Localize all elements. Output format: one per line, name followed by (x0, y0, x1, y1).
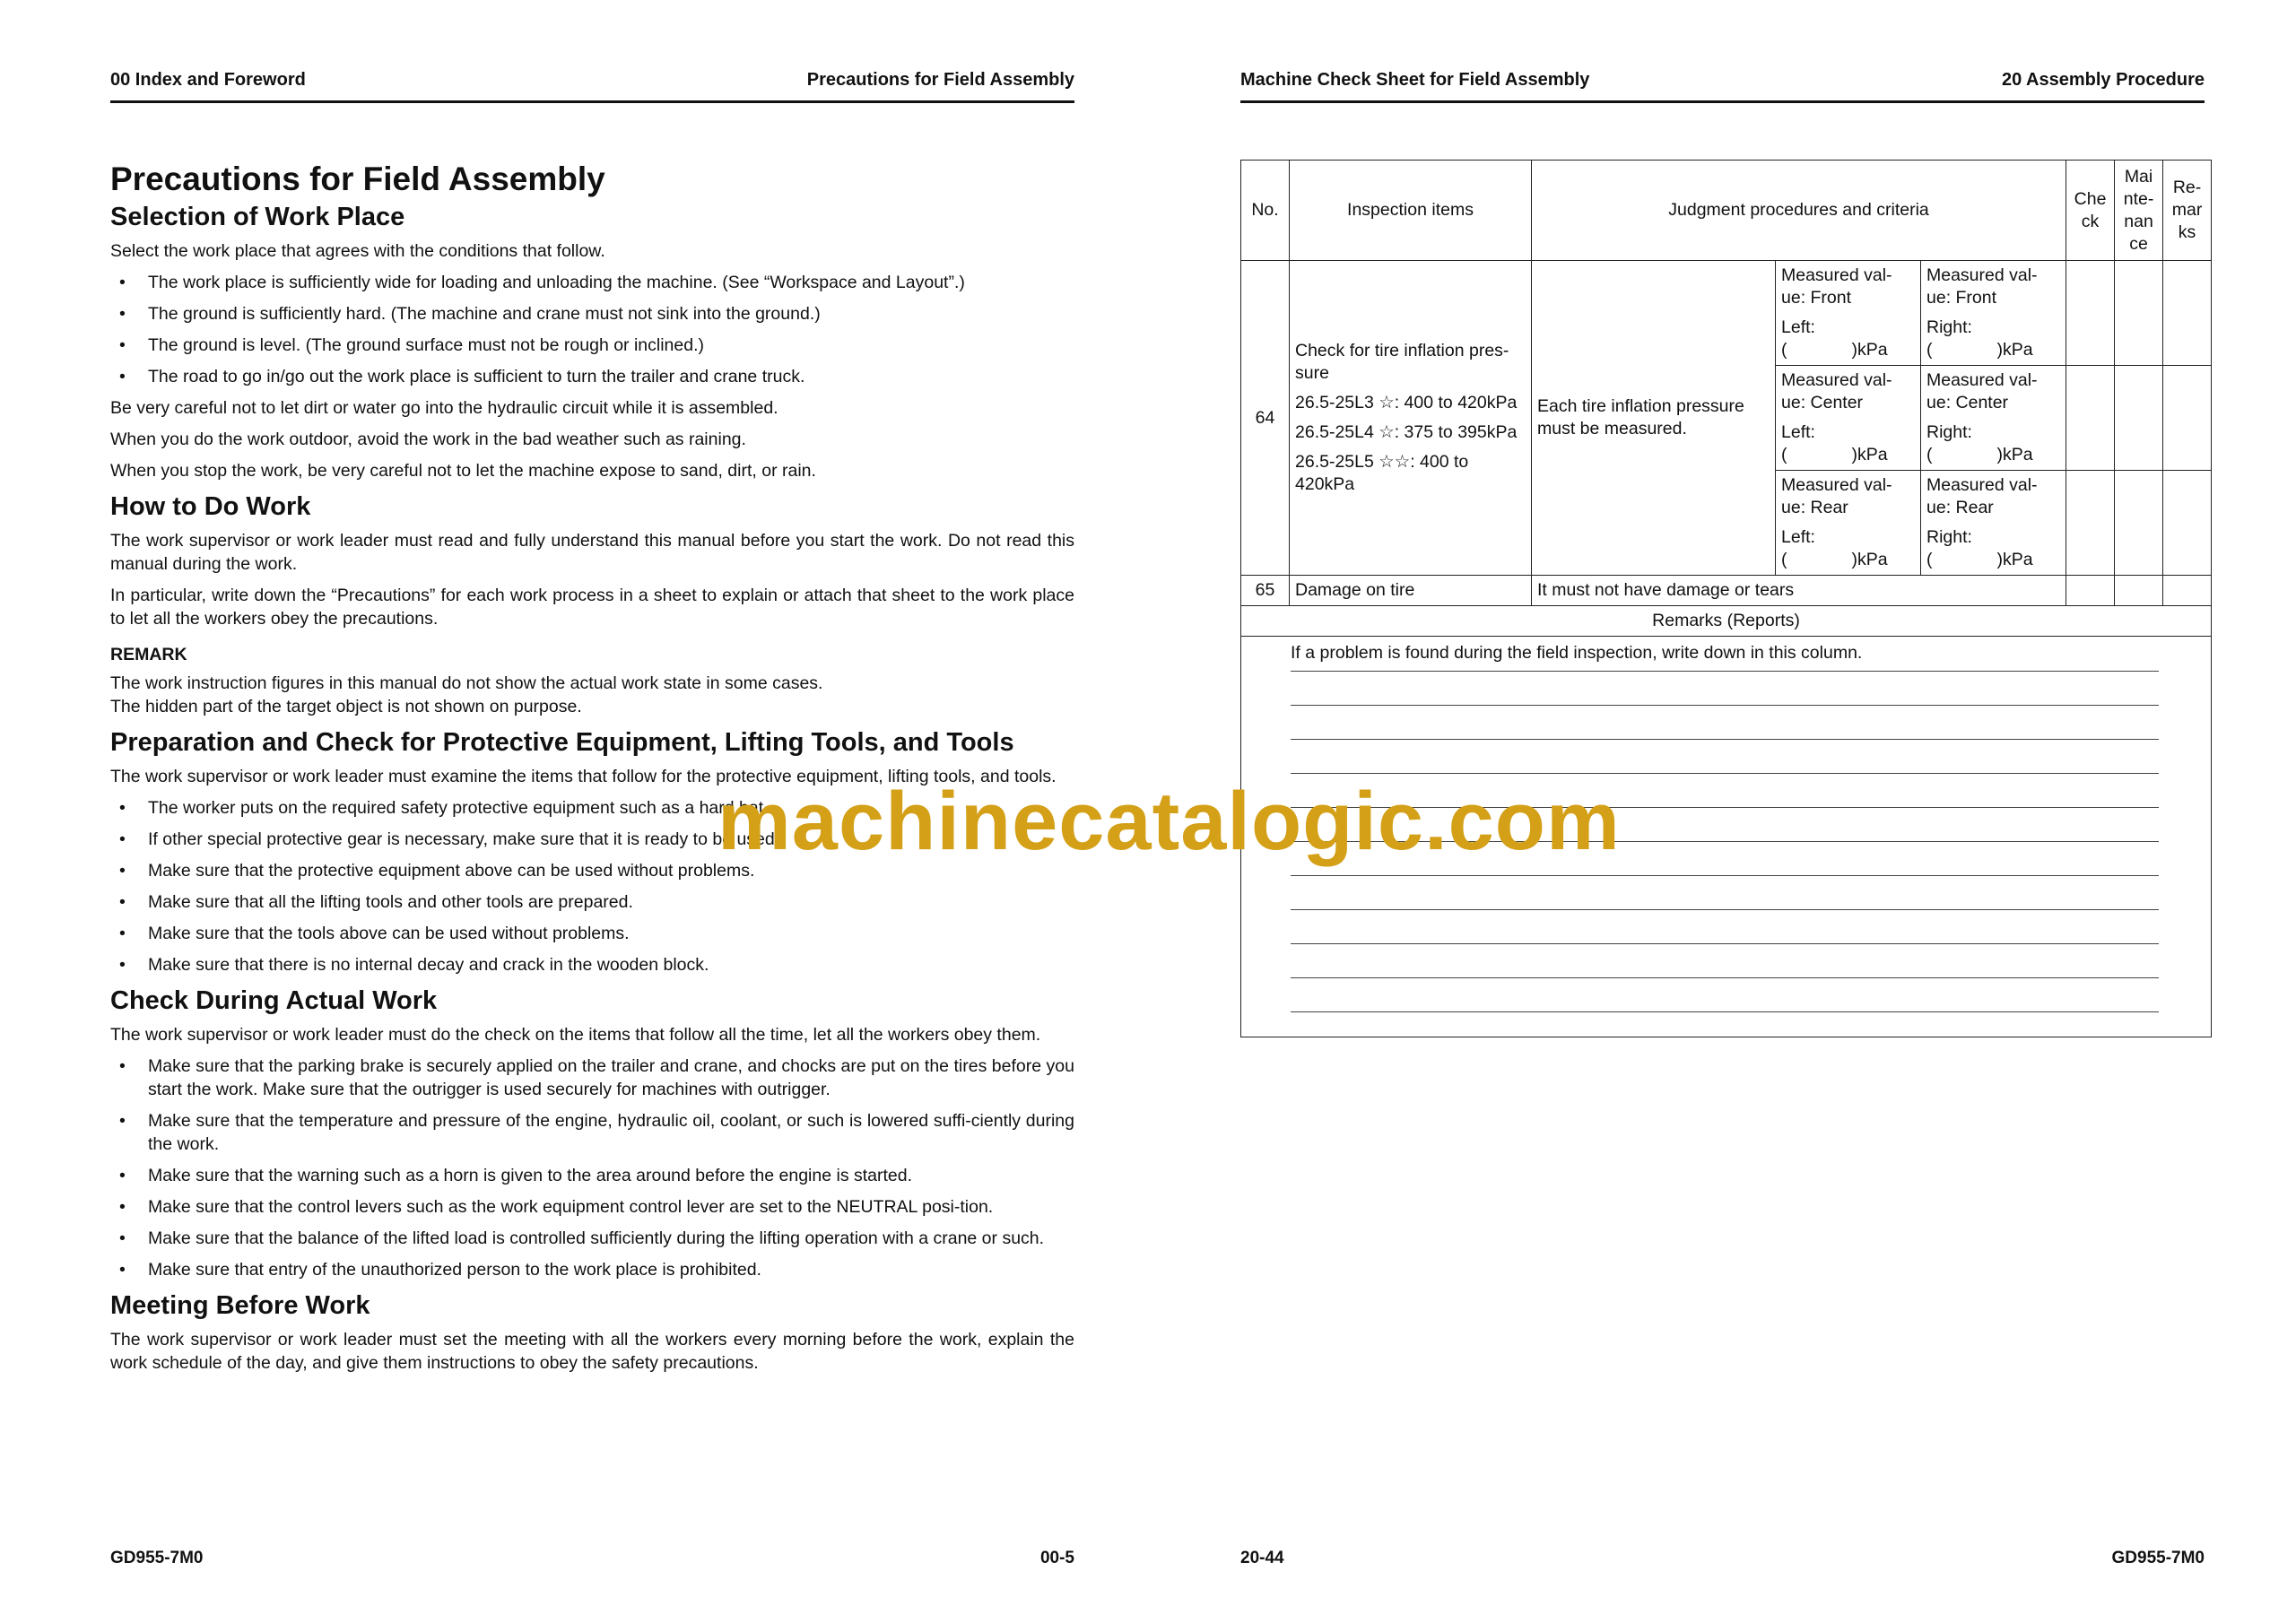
check-cell[interactable] (2066, 366, 2115, 471)
col-header-inspection-items: Inspection items (1290, 161, 1532, 261)
page-body (110, 154, 1074, 1383)
unit: )kPa (1996, 550, 2033, 569)
page-title: Precautions for Field Assembly (110, 161, 605, 197)
write-line (1291, 1011, 2159, 1012)
table-row (1241, 261, 2212, 366)
maintenance-cell[interactable] (2115, 366, 2163, 471)
paragraph: When you stop the work, be very careful not to let the machine expose to sand, dirt, or rain. (110, 461, 816, 481)
paragraph: Be very careful not to let dirt or water go into the hydraulic circuit while it is assembled. (110, 398, 778, 418)
maintenance-cell[interactable] (2115, 261, 2163, 366)
unit: )kPa (1996, 445, 2033, 464)
unit: )kPa (1851, 445, 1888, 464)
measure-cell-front-left[interactable] (1776, 261, 1921, 366)
row-number: 65 (1241, 576, 1290, 606)
inspection-item: Check for tire inflation pres-sure (1295, 341, 1509, 383)
measure-title: Measured val-ue: Center (1926, 370, 2038, 412)
maintenance-cell[interactable] (2115, 576, 2163, 606)
measure-cell-rear-left[interactable] (1776, 471, 1921, 576)
footer-page-number: 00-5 (1039, 1549, 1074, 1567)
measure-value-field (1926, 339, 2060, 361)
list-item: • The ground is sufficiently hard. (The machine and crane must not sink into the ground.) (110, 302, 1074, 325)
remark-text: The work instruction figures in this manual do not show the actual work state in some cases. (110, 673, 823, 693)
write-line (1291, 875, 2159, 876)
measure-value-field (1781, 549, 1915, 571)
list-item: • Make sure that the tools above can be used without problems. (110, 922, 1074, 945)
write-line (1291, 739, 2159, 740)
heading-preparation-and-check: Preparation and Check for Protective Equipment, Lifting Tools, and Tools (110, 728, 1014, 757)
measure-cell-center-right[interactable] (1921, 366, 2066, 471)
measure-side: Right: (1926, 317, 1972, 337)
bullet-list (110, 1055, 1074, 1281)
remarks-cell[interactable] (2163, 366, 2212, 471)
open-paren: ( (1781, 550, 1787, 569)
footer-model: GD955-7M0 (110, 1549, 204, 1567)
write-line (1291, 909, 2159, 910)
list-item: • If other special protective gear is necessary, make sure that it is ready to be used. (110, 828, 1074, 851)
page-footer (110, 1549, 1074, 1568)
check-cell[interactable] (2066, 576, 2115, 606)
col-header-judgment: Judgment procedures and criteria (1532, 161, 2066, 261)
page-header (1240, 70, 2205, 103)
list-item: • Make sure that there is no internal decay and crack in the wooden block. (110, 953, 1074, 976)
paragraph: The work supervisor or work leader must read and fully understand this manual before you start the work. Do not read this manual during the work. (110, 531, 1074, 574)
measure-side: Left: (1781, 317, 1815, 337)
measure-value-field (1926, 444, 2060, 466)
inspection-item: Damage on tire (1290, 576, 1532, 606)
check-sheet-table (1240, 160, 2212, 1037)
measure-cell-front-right[interactable] (1921, 261, 2066, 366)
watermark: machinecatalogic.com (718, 776, 1621, 867)
measure-value-field (1781, 444, 1915, 466)
header-section: 20 Assembly Procedure (2001, 70, 2205, 90)
write-line (1291, 705, 2159, 706)
measure-title: Measured val-ue: Rear (1781, 475, 1892, 517)
measure-side: Left: (1781, 527, 1815, 547)
measure-side: Left: (1781, 422, 1815, 442)
heading-check-during-actual-work: Check During Actual Work (110, 986, 438, 1015)
open-paren: ( (1926, 340, 1933, 360)
unit: )kPa (1851, 550, 1888, 569)
open-paren: ( (1781, 340, 1787, 360)
unit: )kPa (1851, 340, 1888, 360)
header-section: 00 Index and Foreword (110, 70, 306, 90)
page-footer (1240, 1549, 2205, 1568)
remarks-cell[interactable] (2163, 261, 2212, 366)
list-item: • Make sure that all the lifting tools and other tools are prepared. (110, 890, 1074, 914)
col-header-no: No. (1241, 161, 1290, 261)
remarks-cell[interactable] (2163, 576, 2212, 606)
remarks-header: Remarks (Reports) (1241, 606, 2212, 637)
table-header-row (1241, 161, 2212, 261)
check-cell[interactable] (2066, 471, 2115, 576)
header-topic: Precautions for Field Assembly (806, 70, 1074, 90)
measure-title: Measured val-ue: Front (1781, 265, 1892, 308)
table-row (1241, 576, 2212, 606)
list-item: • Make sure that the warning such as a horn is given to the area around before the engine is started. (110, 1164, 1074, 1187)
check-cell[interactable] (2066, 261, 2115, 366)
bullet-list (110, 271, 1074, 388)
measure-title: Measured val-ue: Center (1781, 370, 1892, 412)
footer-model: GD955-7M0 (2111, 1549, 2205, 1567)
write-line (1291, 773, 2159, 774)
measure-value-field (1781, 339, 1915, 361)
heading-selection-of-work-place: Selection of Work Place (110, 203, 405, 231)
heading-meeting-before-work: Meeting Before Work (110, 1291, 370, 1320)
remarks-cell[interactable] (2163, 471, 2212, 576)
inspection-spec: 26.5-25L4 ☆: 375 to 395kPa (1295, 422, 1518, 442)
list-item: • Make sure that the temperature and pressure of the engine, hydraulic oil, coolant, or such is lowered suffi-ciently during the work. (110, 1109, 1074, 1156)
write-line (1291, 977, 2159, 978)
measure-value-field (1926, 549, 2060, 571)
measure-title: Measured val-ue: Front (1926, 265, 2038, 308)
list-item: • The work place is sufficiently wide for loading and unloading the machine. (See “Workspace and Layout”.) (110, 271, 1074, 294)
remarks-instruction: If a problem is found during the field inspection, write down in this column. (1291, 643, 1863, 663)
list-item: • The worker puts on the required safety protective equipment such as a hard hat. (110, 796, 1074, 820)
measure-title: Measured val-ue: Rear (1926, 475, 2038, 517)
judgment-cell: Each tire inflation pressure must be measured. (1532, 261, 1776, 576)
open-paren: ( (1781, 445, 1787, 464)
col-header-remarks: Re- mar ks (2163, 161, 2212, 261)
col-header-maintenance: Mai nte- nan ce (2115, 161, 2163, 261)
paragraph: The work supervisor or work leader must examine the items that follow for the protective equipment, lifting tools, and tools. (110, 767, 1057, 786)
row-number: 64 (1241, 261, 1290, 576)
inspection-spec: 26.5-25L3 ☆: 400 to 420kPa (1295, 393, 1518, 412)
measure-cell-center-left[interactable] (1776, 366, 1921, 471)
page-header (110, 70, 1074, 103)
paragraph: The work supervisor or work leader must do the check on the items that follow all the time, let all the workers obey them. (110, 1025, 1041, 1045)
open-paren: ( (1926, 550, 1933, 569)
list-item: • Make sure that the control levers such as the work equipment control lever are set to the NEUTRAL posi-tion. (110, 1195, 1074, 1219)
heading-how-to-do-work: How to Do Work (110, 492, 311, 521)
inspection-item-cell (1290, 261, 1532, 576)
write-line (1291, 671, 2159, 672)
list-item: • Make sure that the protective equipment above can be used without problems. (110, 859, 1074, 882)
measure-side: Right: (1926, 527, 1972, 547)
open-paren: ( (1926, 445, 1933, 464)
header-topic: Machine Check Sheet for Field Assembly (1240, 70, 1590, 90)
maintenance-cell[interactable] (2115, 471, 2163, 576)
write-line (1291, 943, 2159, 944)
footer-page-number: 20-44 (1240, 1549, 1284, 1567)
col-header-check: Che ck (2066, 161, 2115, 261)
inspection-spec: 26.5-25L5 ☆☆: 400 to 420kPa (1295, 452, 1469, 494)
remark-text: The hidden part of the target object is not shown on purpose. (110, 697, 582, 716)
paragraph: The work supervisor or work leader must set the meeting with all the workers every morning before the work, explain the work schedule of the day, and give them instructions to obey the safety precautions. (110, 1330, 1074, 1373)
measure-cell-rear-right[interactable] (1921, 471, 2066, 576)
list-item: • The ground is level. (The ground surface must not be rough or inclined.) (110, 334, 1074, 357)
list-item: • Make sure that the balance of the lifted load is controlled sufficiently during the lifting operation with a crane or such. (110, 1227, 1074, 1250)
paragraph: Select the work place that agrees with the conditions that follow. (110, 241, 605, 261)
remarks-header-row (1241, 606, 2212, 637)
unit: )kPa (1996, 340, 2033, 360)
list-item: • Make sure that the parking brake is securely applied on the trailer and crane, and chocks are put on the tires before you start the work. Make sure that the outrigger is used securely for machines with outrigger. (110, 1055, 1074, 1101)
remark-label: REMARK (110, 645, 187, 664)
paragraph: When you do the work outdoor, avoid the work in the bad weather such as raining. (110, 430, 746, 449)
measure-side: Right: (1926, 422, 1972, 442)
list-item: • The road to go in/go out the work place is sufficient to turn the trailer and crane truck. (110, 365, 1074, 388)
paragraph: In particular, write down the “Precautions” for each work process in a sheet to explain or attach that sheet to the work place to let all the workers obey the precautions. (110, 586, 1074, 629)
judgment-cell: It must not have damage or tears (1532, 576, 2066, 606)
list-item: • Make sure that entry of the unauthorized person to the work place is prohibited. (110, 1258, 1074, 1281)
